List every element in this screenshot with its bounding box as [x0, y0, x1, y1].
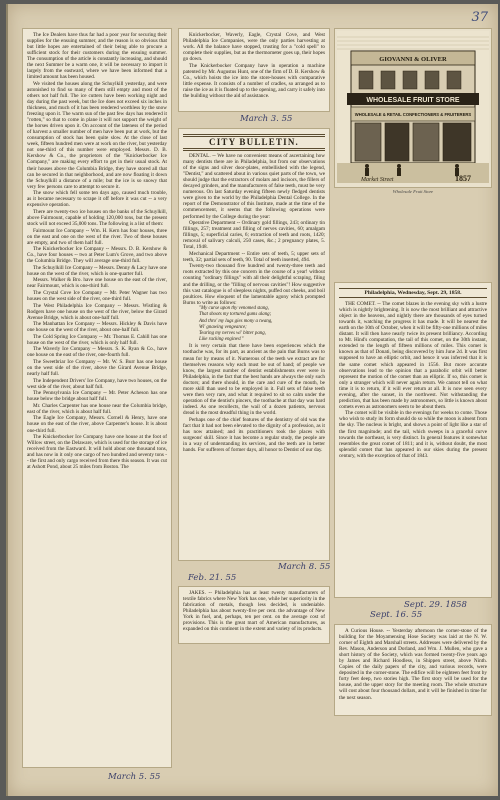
store-year: 1857 — [455, 174, 471, 183]
handwritten-date-2: March 3. 55 — [240, 114, 293, 124]
paragraph: The comet will be visible in the evenings for weeks to come. Those who wish to study its form should do so while the moon is absent from the sky. The nucleus is bright, and shows a point of light like a star of the first magnitude; and the tail, which sweeps in a graceful curve towards the northeast, is very distinct. In general features it somewhat resembles the great comet of 1811; and it is, without doubt, the most splendid comet that has appeared in our skies during the present century, with the exception of that of 1843. — [339, 410, 487, 459]
poem-line: Like racking engines!" — [199, 337, 244, 343]
clipping-hose-society — [334, 624, 492, 716]
poem-line: That shoots my tortured gums alang; — [199, 312, 272, 318]
clipping-ice-dealers — [22, 28, 172, 768]
handwritten-date-4: Feb. 21. 55 — [188, 573, 237, 583]
clipping-body — [183, 153, 325, 306]
paragraph: We visited the houses along the Schuylkill yesterday, and were astonished to find so many of them still empty and most of the others not half full. The ice cutters have been working night and day during the past week, but the Ice does not exceed six inches in thickness, and much of it has been rendered worthless by the snow freezing upon it. The warm sun of the past few days has rendered it "rotten," so that to come in plane it will not support the weight of the horses driven upon it. On account of the lateness of the period of harvest a smaller number of men have been put at work, but the consumption of stock has been quite slow. At the close of last week, fifteen hundred men were at work on the river, but yesterday not one-third of this number were employed. Messrs. D. B. Kershow & Co., the proprietors of the "Knickerbocker Ice Company," are making every effort to get in their usual stock. At their houses above the Columbia Bridge, they have stored all that can be secured in that neighborhood, and are now floating it down the Schuylkill a distance of a mile; but the ice is so snowy that very few persons care to attempt to secure it. — [27, 80, 167, 190]
paragraph: The Eagle Ice Company, Messrs. Cornell & Henry, have one house on the east of the river, above Carpenter's house. It is about one-third full. — [27, 415, 167, 434]
clipping-manufactures — [178, 586, 330, 644]
store-building-illustration — [337, 31, 489, 183]
paragraph: The Manhattan Ice Company -- Messrs. Hickley & Davis have one house on the west of the river, about one-half full. — [27, 321, 167, 334]
paragraph: The Knickerbocker Ice Company -- Messrs. D. B. Kershow & Co., have four houses -- two at Peter Lum's Grove, and two above the Columbia Bridge. They will average one-third full. — [27, 246, 167, 265]
paragraph: Mr. Charles Carpenter has one house near the Columbia bridge, east of the river, which is about half full. — [27, 402, 167, 415]
clipping-body — [27, 32, 167, 470]
paragraph: The Waverly Ice Company -- Messrs. S. K. Ryan & Co., have one house on the east of the river, one-fourth full. — [27, 346, 167, 359]
poem-line: "My curse upon thy venomed stang, — [199, 306, 269, 312]
paragraph: The Sweetbriar Ice Company -- Mr. W. S. Burr has one house on the west side of the river, above the Girard Avenue Bridge, nearly half full. — [27, 358, 167, 378]
clipping-comet — [334, 282, 492, 598]
clipping-ice-continued — [178, 28, 330, 112]
handwritten-date-6: Sept. 16. 55 — [370, 610, 423, 620]
clipping-city-bulletin — [178, 128, 330, 561]
store-title-caption: Wholesale Fruit Store — [392, 189, 434, 194]
paragraph: Mechanical Department -- Entire sets of teeth, 5; upper sets of teeth, 32; partial sets of teeth, 90. Total of teeth inserted, 494. — [183, 250, 325, 263]
paragraph: The Ice Dealers have thus far had a poor year for securing their supplies for the ensuing summer, and the reason is so obvious that but little hopes are entertained of their being able to procure a sufficient stock for their customers during the ensuing summer. The consumption of the article is constantly increasing, and should the next Summer be a warm one, it will be necessary to import it largely from the eastward, where we have been informed that a limited amount has been housed. — [27, 32, 167, 81]
handwritten-date-1: March 5. 55 — [108, 772, 161, 782]
paragraph: The Knickerbocker Company have in operation a machine patented by Mr. Augustus Hunt, one of the firm of D. B. Kershow & Co., which hoists the ice into the store-houses with comparative little expense. It consists of a number of cradles, so arranged as to raise the ice as it is floated up to the opening, and carry it safely into the building without the aid of assistance. — [183, 62, 325, 99]
poem — [183, 306, 325, 343]
paragraph: The snow which fell some ten days ago, caused much trouble, as it became necessary to scrape it off before it was cut -- a very expensive operation. — [27, 190, 167, 209]
paragraph: The Pennsylvania Ice Company -- Mr. Peter Acheson has one house below the bridge about half full. — [27, 390, 167, 403]
scrapbook-page — [6, 4, 498, 796]
clipping-body — [339, 301, 487, 459]
store-sign-top: GIOVANNI & OLIVER — [379, 56, 447, 63]
handwritten-date-3: March 8. 55 — [278, 562, 331, 572]
paragraph: Operative Department -- Ordinary gold fillings, 243; ordinary tin fillings, 257; treatment and filling of nerves cavities, 60; amalgam fillings, 5; superficial caries, 6; extraction of teeth and roots, 1420; removal of salivary calculi, 250 cases, &c.; 2 pregnancy plates, 5. Total, 1948. — [183, 220, 325, 251]
paragraph: Fairmount Ice Company -- Wm. H. Kern has four houses, three on the east and one on the west of the river. Two of these houses are empty, and two of them half full. — [27, 227, 167, 246]
store-caption: Market Street — [361, 177, 394, 183]
paragraph: The Cold Spring Ice Company -- Mr. Thomas E. Cahill has one house on the west of the river, which is only half full. — [27, 333, 167, 346]
paragraph: The Knickerbocker Ice Company have one house at the foot of Willow street, on the Delaware, which is used for the storage of ice received from the Eastward. It will hold about one thousand tons, and has now in it only one cargo of two hundred and seventy tons -- the first and only cargo received from there this season. It was cut at Ashott Pond, about 25 miles from Boston. The — [27, 434, 167, 471]
city-bulletin-title: CITY BULLETIN. — [209, 137, 299, 147]
poem-line: Tearing my nerves wi' bitter pang, — [199, 331, 266, 337]
paragraph: It is very certain that there have been experiences which the toothache was, for its part, as ancient as the pain that Burns was to mean for by means of it. Numerous of the teeth we extract are for themselves reasons why each must be out of hand; of people we know, the largest number of dentist establishments ever were in Philadelphia, in the fact that the best hands are always the only such doctors; and there should, in the care and cure of the mouth, be more skill than used to be employed in it. Full sets of false teeth were then very rare, and what it required to sit so calm under the operation of the dentist's pincers, the toothache at that day was hard indeed. As one recollects, the wail of a dozen patients, nervous dread is the most dreadful thing in the world. — [183, 343, 325, 416]
paragraph: There are twenty-two ice houses on the banks of the Schuylkill, above Fairmount, capable of holding 120,000 tons, but the present stock will not exceed 35,000 tons. The following is a list of them: — [27, 208, 167, 227]
handwritten-date-5: Sept. 29. 1858 — [404, 600, 467, 610]
paragraph: The Crystal Cove Ice Company -- Mr. Peter Wagner has two houses on the west side of the river, one-third full. — [27, 289, 167, 303]
paragraph: Perhaps one of the chief features of the dentistry of old was the fact that it had not been elevated to the dignity of a profession, as it has now attained; and its practitioners took the places with surgeons' skill. Since it has become a regular study, the people are in a way of understanding its services, and the teeth are in better hands. For sufferers of former days, all honor to Dentist of our day. — [183, 416, 325, 453]
paragraph: Knickerbocker, Waverly, Eagle, Crystal Cove, and West Philadelphia Ice Companies, were the only parties harvesting at work. All the balance have stopped, trusting for a "cold spell" to complete their supplies, but as the thermometer goes up, their hopes go down. — [183, 32, 325, 63]
paragraph: Twenty-two thousand five hundred and twenty-three teeth and roots extracted by this one concern in the course of a year! without counting "ordinary fillings" with all their delightful scraping, filing and the drilling, or the "filling of nervous cavities"! How suggestive this vast catalogue is of sleepless nights, puffed out cheeks, and boil poultices. How eloquent of the lamentable agony which prompted Burns to write as follows: — [183, 263, 325, 306]
paragraph: Messrs. Walker & Bro. have one house on the east of the river, near Fairmount, which is one-third full. — [27, 277, 167, 290]
poem-line: And thro' my lugs gies mony a twang, — [199, 318, 273, 324]
store-engraving — [334, 28, 492, 188]
clipping-body — [183, 590, 325, 632]
poem-line: Wi' gnawing vengeance; — [199, 324, 247, 330]
page-number: 37 — [471, 10, 488, 25]
store-sign-bottom: WHOLESALE & RETAIL CONFECTIONERS & FRUITERERS — [354, 112, 472, 117]
paragraph: A Curious House. -- Yesterday afternoon the corner-stone of the building for the Moyamensing Hose Society was laid at the N. W. corner of Eighth and Marshall streets. Addresses were delivered by the Rev. Mason, Anderson and Dorland, and Wm. J. Mullen, who gave a short history of the Society, which was formed twenty-five years ago by James and Richard Hoodless, in Shippen street, above Ninth. Copies of the daily papers of the city, and various records, were deposited in the corner-stone. The edifice will be eighteen feet front by forty feet deep, two stories high. The first story will be used for the house, and the upper story for the meeting room. The whole structure will cost about four thousand dollars, and it will be finished in time for the next season. — [339, 628, 487, 701]
clipping-body — [183, 32, 325, 99]
paragraph: THE COMET. -- The comet blazes in the evening sky with a lustre which is nightly brightening. It is now the most brilliant and attractive object in the heavens, and nightly there are thousands of eyes turned towards it, watching the progress it has made. It will be nearest the earth on the 10th of October, when it will be fifty-one millions of miles distant. It will then have nearly twice its present brilliancy. According to Mr. Hind's computation, the tail of this comet, on the 30th instant, extended to the length of fifteen millions of miles. This comet is known as that of Donati, being discovered by him June 2d. It was first supposed to have an elliptic orbit, and hence it was inferred that it is the same comet which appeared in 1556. But more accurate observations lead to the opinion that a parabolic orbit will better represent the motion of the comet than an elliptic. If so, this comet is only a stranger which will never again return. We cannot tell on what time it is to return, if it will ever return at all. It is now seen every evening, after the sunset, in the northwest. Not withstanding the prediction, that has been made by astronomers, so little is known about comets even as astronomers seem to be about them. — [339, 301, 487, 410]
paragraph: The West Philadelphia Ice Company -- Messrs. Wistling & Rodgers have one house on the west of the river, below the Girard Avenue Bridge, which is about one-half full. — [27, 302, 167, 321]
paragraph: The Independent Drivers' Ice Company, have two houses, on the west side of the river, about half full. — [27, 377, 167, 390]
paragraph: JAKES. -- Philadelphia has at least twenty manufacturers of textile fabrics where New York has one, while her superiority in the fabrication of metals, though less decided, is undeniable. Philadelphia has about twenty-five per cent. the advantage of New York in fuel, and, perhaps, ten per cent. on the average cost of provisions. This is the great mart of American manufactures, as expanded on this continent in the extent and variety of its products. — [183, 590, 325, 633]
paragraph: The Schuylkill Ice Company -- Messrs. Denny & Lacy have one house on the west of the river, which is one-quarter full. — [27, 264, 167, 277]
title-rule — [183, 148, 325, 151]
store-banner: WHOLESALE FRUIT STORE — [366, 97, 460, 104]
newspaper-masthead: Philadelphia, Wednesday, Sept. 29, 1858. — [339, 288, 487, 298]
clipping-body — [339, 628, 487, 701]
clipping-body — [183, 343, 325, 452]
paragraph: DENTAL. -- We have no convenient means of ascertaining how many dentists there are in Philadelphia, but from our observations of the signs and silver door-plates, embellished with the legend, "Dentist," and scattered about in various quiet parts of the town, we should judge that the extractors of molars and incisors, the fillers of decayed grinders, and the manufacturers of false teeth, must be very numerous. On last Saturday evening fifteen newly fledged dentists were given to the world by the Philadelphia Dental College. In the report of the Demonstrator of this Institute, made at the time of the commencement, it seems that the following operations were performed by the College during the year: — [183, 153, 325, 220]
